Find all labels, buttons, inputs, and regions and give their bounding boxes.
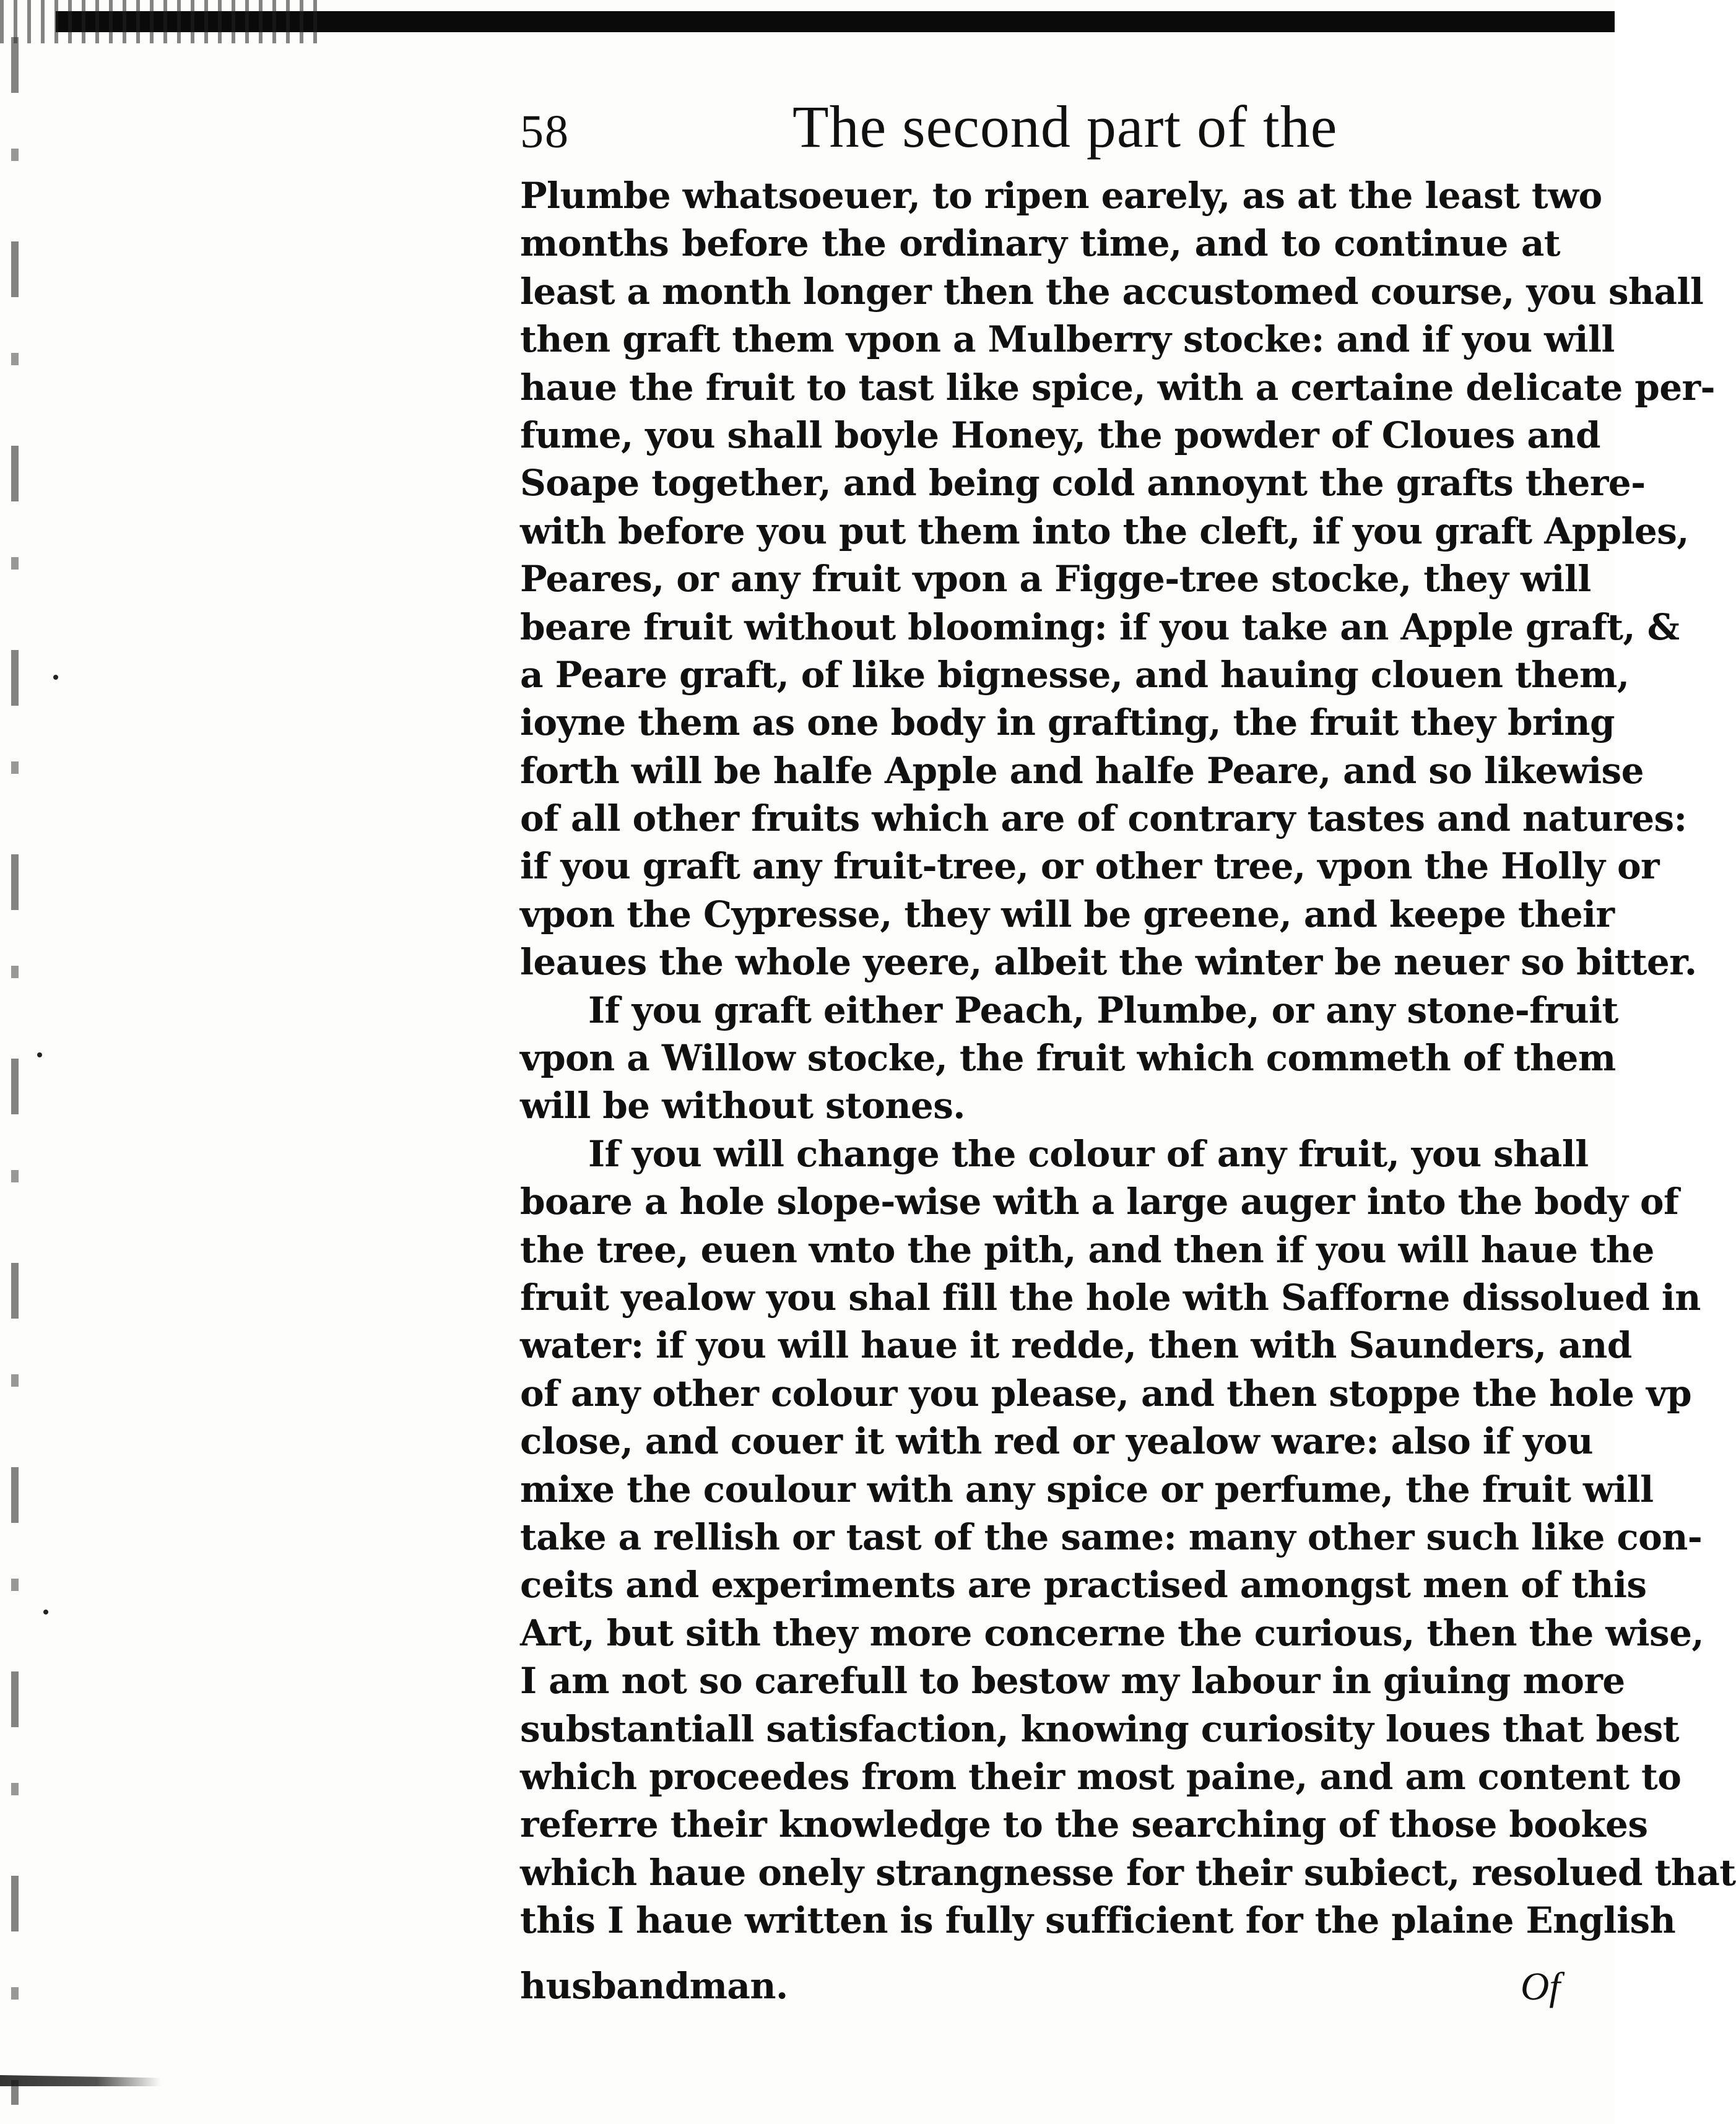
text-line: least a month longer then the accustomed course, you shall <box>520 270 1704 313</box>
text-line: which haue onely strangnesse for their subiect, resolued that <box>520 1851 1736 1894</box>
body-text <box>520 172 1736 1944</box>
text-line: mixe the coulour with any spice or perfume, the fruit will <box>520 1468 1654 1511</box>
text-line: vpon a Willow stocke, the fruit which commeth of them <box>520 1037 1616 1080</box>
text-line: Soape together, and being cold annoynt the grafts there- <box>520 462 1646 505</box>
text-line: then graft them vpon a Mulberry stocke: and if you will <box>520 318 1615 361</box>
text-line: beare fruit without blooming: if you take an Apple graft, & <box>520 605 1680 648</box>
running-title: The second part of the <box>792 93 1338 160</box>
page-number: 58 <box>520 106 570 158</box>
text-line: ioyne them as one body in grafting, the fruit they bring <box>520 701 1615 744</box>
text-line: referre their knowledge to the searching of those bookes <box>520 1803 1648 1846</box>
text-line: ceits and experiments are practised amongst men of this <box>520 1564 1647 1606</box>
text-line: months before the ordinary time, and to continue at <box>520 222 1560 265</box>
top-left-scan-artifact <box>0 0 322 43</box>
text-line: I am not so carefull to bestow my labour in giuing more <box>520 1660 1625 1702</box>
text-line: Peares, or any fruit vpon a Figge-tree stocke, they will <box>520 558 1591 600</box>
text-line: If you will change the colour of any fruit, you shall <box>588 1132 1589 1175</box>
text-line: if you graft any fruit-tree, or other tree, vpon the Holly or <box>520 845 1660 888</box>
text-line: take a rellish or tast of the same: many other such like con- <box>520 1515 1703 1558</box>
text-line: a Peare graft, of like bignesse, and hauing clouen them, <box>520 653 1630 696</box>
text-line: will be without stones. <box>520 1085 965 1127</box>
stray-mark <box>43 1610 48 1615</box>
text-line: Plumbe whatsoeuer, to ripen earely, as at the least two <box>520 175 1602 217</box>
text-line: close, and couer it with red or yealow ware: also if you <box>520 1420 1593 1463</box>
stray-mark <box>37 1052 42 1057</box>
text-line: this I haue written is fully sufficient for the plaine English <box>520 1899 1676 1942</box>
text-line: Art, but sith they more concerne the curious, then the wise, <box>520 1611 1704 1654</box>
final-text-line: husbandman. <box>520 1965 788 2007</box>
text-line: boare a hole slope-wise with a large auger into the body of <box>520 1181 1679 1223</box>
text-line: of any other colour you please, and then stoppe the hole vp <box>520 1372 1692 1415</box>
page-header <box>520 93 1573 161</box>
text-line: which proceedes from their most paine, and am content to <box>520 1755 1682 1798</box>
text-line: leaues the whole yeere, albeit the winter be neuer so bitter. <box>520 941 1697 984</box>
text-line: water: if you will haue it redde, then with Saunders, and <box>520 1324 1632 1367</box>
text-line: the tree, euen vnto the pith, and then if you will haue the <box>520 1228 1654 1271</box>
page-footer <box>520 1962 1560 2012</box>
left-edge-scan-artifact <box>11 37 19 2105</box>
text-line: substantiall satisfaction, knowing curiosity loues that best <box>520 1707 1679 1750</box>
text-line: vpon the Cypresse, they will be greene, and keepe their <box>520 893 1615 935</box>
text-line: If you graft either Peach, Plumbe, or any stone-fruit <box>588 989 1618 1031</box>
text-line: fruit yealow you shal fill the hole with Safforne dissolued in <box>520 1276 1701 1319</box>
text-line: haue the fruit to tast like spice, with a certaine delicate per- <box>520 366 1715 409</box>
catchword: Of <box>1521 1964 1560 2008</box>
text-line: of all other fruits which are of contrary tastes and natures: <box>520 797 1687 840</box>
stray-mark <box>53 675 58 680</box>
text-line: forth will be halfe Apple and halfe Peare, and so likewise <box>520 749 1644 792</box>
bottom-left-smudge <box>0 2068 161 2086</box>
text-line: fume, you shall boyle Honey, the powder of Cloues and <box>520 414 1600 456</box>
text-line: with before you put them into the cleft, if you graft Apples, <box>520 509 1689 552</box>
